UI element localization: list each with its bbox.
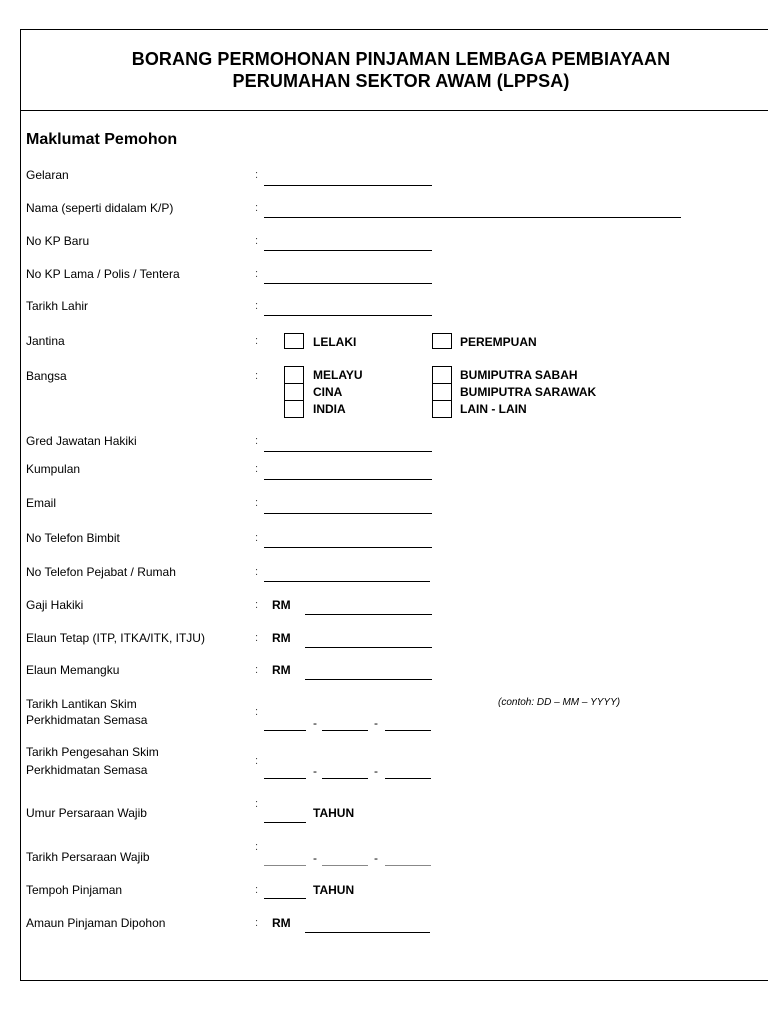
label-elaun-memangku: Elaun Memangku: [26, 663, 120, 677]
colon: :: [255, 268, 259, 280]
email-field[interactable]: [264, 513, 432, 514]
label-kp-baru: No KP Baru: [26, 234, 90, 248]
label-tarikh-lantikan-2: Perkhidmatan Semasa: [26, 713, 148, 727]
section-title: Maklumat Pemohon: [26, 131, 178, 148]
kp-lama-field[interactable]: [264, 283, 432, 284]
colon: :: [255, 798, 259, 810]
kp-baru-field[interactable]: [264, 250, 432, 251]
currency-label: RM: [272, 598, 291, 612]
option-lain-lain: LAIN - LAIN: [460, 402, 527, 416]
pengesahan-month-field[interactable]: [322, 778, 368, 779]
lantikan-year-field[interactable]: [385, 730, 431, 731]
lantikan-month-field[interactable]: [322, 730, 368, 731]
label-tarikh-lahir: Tarikh Lahir: [26, 299, 89, 313]
colon: :: [255, 300, 259, 312]
elaun-tetap-field[interactable]: [305, 647, 432, 648]
checkbox-lain-lain[interactable]: [432, 400, 452, 418]
label-kp-lama: No KP Lama / Polis / Tentera: [26, 267, 180, 281]
colon: :: [255, 169, 259, 181]
checkbox-melayu[interactable]: [284, 366, 304, 384]
currency-label: RM: [272, 663, 291, 677]
label-tel-bimbit: No Telefon Bimbit: [26, 531, 120, 545]
label-gelaran: Gelaran: [26, 168, 69, 182]
persaraan-year-field[interactable]: [385, 865, 431, 866]
umur-persaraan-field[interactable]: [264, 822, 306, 823]
gred-field[interactable]: [264, 451, 432, 452]
option-india: INDIA: [313, 402, 346, 416]
checkbox-perempuan[interactable]: [432, 333, 452, 349]
label-tarikh-persaraan: Tarikh Persaraan Wajib: [26, 850, 150, 864]
label-tempoh: Tempoh Pinjaman: [26, 883, 123, 897]
currency-label: RM: [272, 631, 291, 645]
label-elaun-tetap: Elaun Tetap (ITP, ITKA/ITK, ITJU): [26, 631, 205, 645]
label-umur-persaraan: Umur Persaraan Wajib: [26, 806, 147, 820]
label-gred: Gred Jawatan Hakiki: [26, 434, 137, 448]
date-separator: -: [374, 764, 378, 778]
date-format-example: (contoh: DD – MM – YYYY): [498, 697, 621, 708]
elaun-memangku-field[interactable]: [305, 679, 432, 680]
nama-field[interactable]: [264, 217, 681, 218]
gaji-field[interactable]: [305, 614, 432, 615]
form-header: [21, 30, 768, 111]
date-separator: -: [313, 716, 317, 730]
checkbox-bumiputra-sabah[interactable]: [432, 366, 452, 384]
label-jantina: Jantina: [26, 334, 65, 348]
colon: :: [255, 599, 259, 611]
unit-tahun: TAHUN: [313, 883, 355, 897]
label-tarikh-pengesahan-1: Tarikh Pengesahan Skim: [26, 745, 159, 759]
label-nama: Nama (seperti didalam K/P): [26, 201, 174, 215]
option-lelaki: LELAKI: [313, 335, 357, 349]
label-bangsa: Bangsa: [26, 369, 67, 383]
persaraan-day-field[interactable]: [264, 865, 306, 866]
kumpulan-field[interactable]: [264, 479, 432, 480]
option-bumiputra-sarawak: BUMIPUTRA SARAWAK: [460, 385, 597, 399]
label-tarikh-pengesahan-2: Perkhidmatan Semasa: [26, 763, 148, 777]
form-frame: [20, 29, 768, 981]
amaun-field[interactable]: [305, 932, 430, 933]
date-separator: -: [374, 716, 378, 730]
checkbox-lelaki[interactable]: [284, 333, 304, 349]
lantikan-day-field[interactable]: [264, 730, 306, 731]
colon: :: [255, 566, 259, 578]
tempoh-field[interactable]: [264, 898, 306, 899]
colon: :: [255, 370, 259, 382]
option-bumiputra-sabah: BUMIPUTRA SABAH: [460, 368, 578, 382]
colon: :: [255, 235, 259, 247]
label-gaji: Gaji Hakiki: [26, 598, 84, 612]
tel-bimbit-field[interactable]: [264, 547, 432, 548]
colon: :: [255, 435, 259, 447]
label-amaun: Amaun Pinjaman Dipohon: [26, 916, 166, 930]
colon: :: [255, 335, 259, 347]
option-cina: CINA: [313, 385, 343, 399]
form-title-line1: BORANG PERMOHONAN PINJAMAN LEMBAGA PEMBIAYAAN: [131, 49, 671, 69]
label-tel-pejabat: No Telefon Pejabat / Rumah: [26, 565, 176, 579]
checkbox-bumiputra-sarawak[interactable]: [432, 383, 452, 401]
colon: :: [255, 202, 259, 214]
option-perempuan: PEREMPUAN: [460, 335, 537, 349]
gelaran-field[interactable]: [264, 185, 432, 186]
label-tarikh-lantikan-1: Tarikh Lantikan Skim: [26, 697, 137, 711]
pengesahan-day-field[interactable]: [264, 778, 306, 779]
colon: :: [255, 632, 259, 644]
currency-label: RM: [272, 916, 291, 930]
date-separator: -: [313, 764, 317, 778]
colon: :: [255, 755, 259, 767]
persaraan-month-field[interactable]: [322, 865, 368, 866]
date-separator: -: [313, 851, 317, 865]
colon: :: [255, 497, 259, 509]
label-kumpulan: Kumpulan: [26, 462, 81, 476]
checkbox-cina[interactable]: [284, 383, 304, 401]
form-title-line2: PERUMAHAN SEKTOR AWAM (LPPSA): [232, 71, 570, 91]
colon: :: [255, 664, 259, 676]
colon: :: [255, 532, 259, 544]
tarikh-lahir-field[interactable]: [264, 315, 432, 316]
option-melayu: MELAYU: [313, 368, 363, 382]
checkbox-india[interactable]: [284, 400, 304, 418]
tel-pejabat-field[interactable]: [264, 581, 430, 582]
date-separator: -: [374, 851, 378, 865]
pengesahan-year-field[interactable]: [385, 778, 431, 779]
colon: :: [255, 463, 259, 475]
colon: :: [255, 841, 259, 853]
label-email: Email: [26, 496, 57, 510]
colon: :: [255, 706, 259, 718]
colon: :: [255, 884, 259, 896]
unit-tahun: TAHUN: [313, 806, 355, 820]
colon: :: [255, 917, 259, 929]
